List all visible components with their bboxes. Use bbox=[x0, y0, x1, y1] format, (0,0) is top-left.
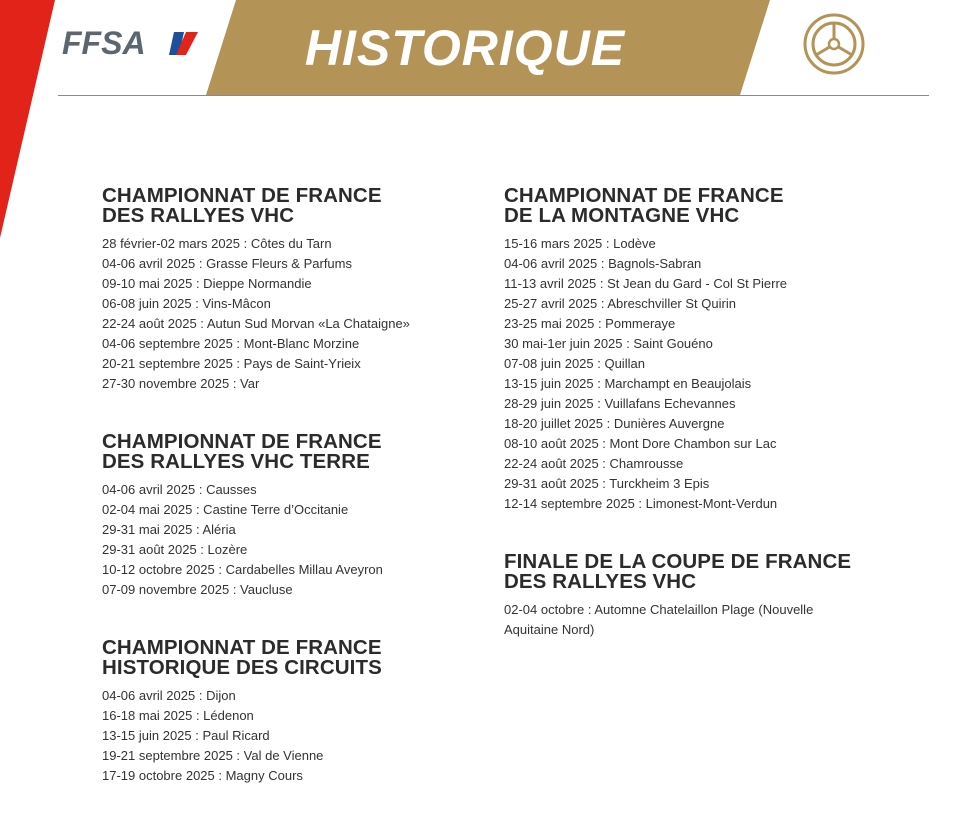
event-entry: 20-21 septembre 2025 : Pays de Saint-Yrieix bbox=[102, 356, 361, 371]
ffsa-logo bbox=[62, 26, 212, 60]
section-title-line: CHAMPIONNAT DE FRANCE bbox=[504, 184, 784, 207]
section-title bbox=[504, 552, 904, 592]
event-entry: 04-06 avril 2025 : Grasse Fleurs & Parfums bbox=[102, 256, 352, 271]
event-entry: 10-12 octobre 2025 : Cardabelles Millau Aveyron bbox=[102, 562, 383, 577]
section-title-line: HISTORIQUE DES CIRCUITS bbox=[102, 656, 382, 679]
event-entry: 02-04 mai 2025 : Castine Terre d’Occitanie bbox=[102, 502, 349, 517]
event-entry: 04-06 avril 2025 : Causses bbox=[102, 482, 257, 497]
event-entry: 29-31 mai 2025 : Aléria bbox=[102, 522, 236, 537]
section-title bbox=[102, 432, 502, 472]
section-title bbox=[102, 638, 502, 678]
steering-wheel-icon bbox=[802, 12, 866, 76]
event-entry: 25-27 avril 2025 : Abreschviller St Quirin bbox=[504, 296, 736, 311]
event-entry: 07-08 juin 2025 : Quillan bbox=[504, 356, 645, 371]
event-entry: 07-09 novembre 2025 : Vaucluse bbox=[102, 582, 293, 597]
event-entry: 29-31 août 2025 : Lozère bbox=[102, 542, 248, 557]
event-entry: 04-06 avril 2025 : Dijon bbox=[102, 688, 236, 703]
event-entry: 30 mai-1er juin 2025 : Saint Gouéno bbox=[504, 336, 713, 351]
section-rallyes-vhc bbox=[102, 186, 502, 394]
event-entry: 22-24 août 2025 : Autun Sud Morvan «La Chataigne» bbox=[102, 316, 410, 331]
event-entry: 08-10 août 2025 : Mont Dore Chambon sur Lac bbox=[504, 436, 777, 451]
section-title-line: CHAMPIONNAT DE FRANCE bbox=[102, 430, 382, 453]
event-entry: 13-15 juin 2025 : Paul Ricard bbox=[102, 728, 270, 743]
event-entry: 13-15 juin 2025 : Marchampt en Beaujolais bbox=[504, 376, 752, 391]
section-title-line: DES RALLYES VHC bbox=[504, 570, 697, 593]
event-entry: 28-29 juin 2025 : Vuillafans Echevannes bbox=[504, 396, 736, 411]
header-divider bbox=[58, 95, 929, 96]
event-entry: 19-21 septembre 2025 : Val de Vienne bbox=[102, 748, 324, 763]
event-entry: 16-18 mai 2025 : Lédenon bbox=[102, 708, 254, 723]
event-entry: 17-19 octobre 2025 : Magny Cours bbox=[102, 768, 303, 783]
section-title-line: CHAMPIONNAT DE FRANCE bbox=[102, 636, 382, 659]
section-title-line: FINALE DE LA COUPE DE FRANCE bbox=[504, 550, 852, 573]
section-title bbox=[504, 186, 904, 226]
event-entry: 04-06 avril 2025 : Bagnols-Sabran bbox=[504, 256, 702, 271]
event-entry: 15-16 mars 2025 : Lodève bbox=[504, 236, 656, 251]
section-title-line: DE LA MONTAGNE VHC bbox=[504, 204, 740, 227]
section-finale-coupe bbox=[504, 552, 904, 640]
event-entry: 18-20 juillet 2025 : Dunières Auvergne bbox=[504, 416, 725, 431]
section-montagne-vhc bbox=[504, 186, 904, 514]
event-entry: 11-13 avril 2025 : St Jean du Gard - Col St Pierre bbox=[504, 276, 788, 291]
right-column bbox=[504, 186, 904, 678]
event-entry: 22-24 août 2025 : Chamrousse bbox=[504, 456, 684, 471]
event-entry: 02-04 octobre : Automne Chatelaillon Plage (Nouvelle Aquitaine Nord) bbox=[504, 602, 814, 637]
event-entry: 28 février-02 mars 2025 : Côtes du Tarn bbox=[102, 236, 332, 251]
section-rallyes-vhc-terre bbox=[102, 432, 502, 600]
event-entry: 27-30 novembre 2025 : Var bbox=[102, 376, 260, 391]
red-stripe bbox=[0, 0, 60, 240]
page-title: HISTORIQUE bbox=[304, 20, 626, 76]
event-entry: 23-25 mai 2025 : Pommeraye bbox=[504, 316, 676, 331]
event-entry: 06-08 juin 2025 : Vins-Mâcon bbox=[102, 296, 271, 311]
left-column bbox=[102, 186, 502, 824]
section-title-line: CHAMPIONNAT DE FRANCE bbox=[102, 184, 382, 207]
section-title-line: DES RALLYES VHC TERRE bbox=[102, 450, 370, 473]
event-entry: 12-14 septembre 2025 : Limonest-Mont-Verdun bbox=[504, 496, 778, 511]
event-entry: 09-10 mai 2025 : Dieppe Normandie bbox=[102, 276, 312, 291]
section-historique-circuits bbox=[102, 638, 502, 786]
section-title bbox=[102, 186, 502, 226]
logo-text: FFSA bbox=[62, 26, 146, 60]
section-title-line: DES RALLYES VHC bbox=[102, 204, 295, 227]
event-entry: 29-31 août 2025 : Turckheim 3 Epis bbox=[504, 476, 710, 491]
event-entry: 04-06 septembre 2025 : Mont-Blanc Morzine bbox=[102, 336, 360, 351]
